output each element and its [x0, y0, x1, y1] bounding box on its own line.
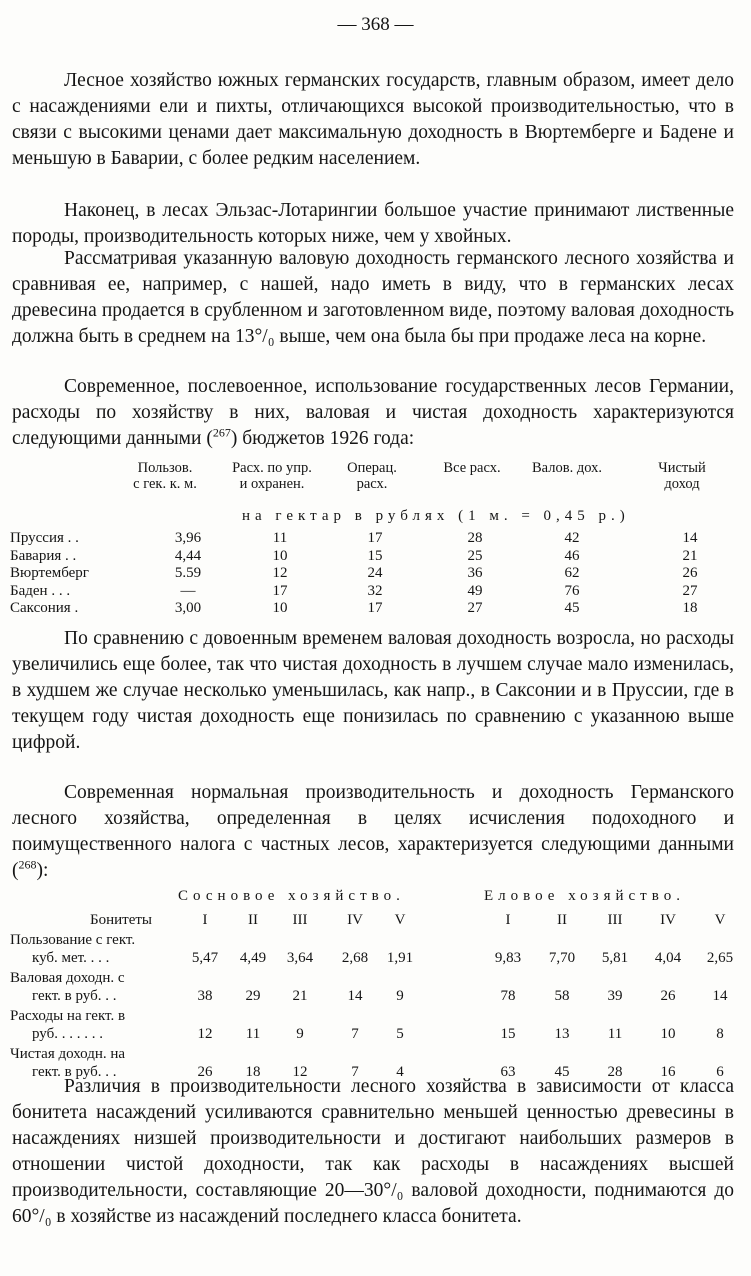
t1-cell: 3,00: [174, 600, 202, 616]
t1-cell: —: [180, 582, 196, 599]
t2-cell: 15: [500, 1026, 516, 1042]
t2-class-header: II: [248, 912, 258, 928]
budget-table: [10, 460, 740, 620]
t2-cell: 5,47: [191, 950, 219, 966]
footnote-ref-268: 268: [18, 857, 37, 872]
t2-cell: 29: [245, 988, 261, 1004]
t1-cell: 17: [367, 530, 383, 546]
t2-bonitet-label: Бонитеты: [90, 912, 153, 928]
bonitet-table: [10, 888, 745, 1080]
t2-class-header: III: [292, 912, 308, 928]
t2-cell: 1,91: [386, 950, 414, 966]
t2-cell: 14: [347, 988, 363, 1004]
t2-class-header: III: [607, 912, 623, 928]
t2-cell: 8: [716, 1026, 724, 1042]
t2-cell: 39: [607, 988, 623, 1004]
paragraph-4-tail: ) бюджетов 1926 года:: [230, 428, 415, 449]
t1-cell: 49: [467, 582, 483, 599]
t2-cell: 4,49: [239, 950, 267, 966]
t1-header-2: Расх. по упр. и охранен.: [232, 460, 312, 492]
t2-cell: 26: [660, 988, 676, 1004]
t1-header-1: Пользов. с гек. к. м.: [133, 460, 197, 492]
paragraph-3: Рассматривая указанную валовую доходность германского лесного хозяйства и сравнивая ее, например, с нашей, надо иметь в виду, что в германских лесах древесина продается в срубленном и заготовленном виде, поэтому валовая доходность должна быть в среднем на 13°/₀ выше, чем она была бы при продаже леса на корне.: [12, 248, 734, 347]
t2-row-label-cont: гект. в руб. . .: [32, 1064, 117, 1080]
t2-cell: 18: [245, 1064, 261, 1080]
t2-class-header: V: [714, 912, 726, 928]
t2-cell: 5,81: [601, 950, 629, 966]
t1-cell: 26: [682, 565, 698, 581]
t2-class-header: IV: [347, 912, 363, 928]
t1-header-3: Операц. расх.: [347, 460, 397, 492]
paragraph-6-text: Современная нормальная производительность и доходность Германского лесного хозяйства, определенная в целях исчисления подоходного и поимущественного налога с частных лесов, характеризуется следующими данными (: [12, 782, 734, 881]
t2-cell: 12: [292, 1064, 308, 1080]
t2-cell: 9: [296, 1026, 304, 1042]
t2-class-header: I: [505, 912, 511, 928]
t1-cell: 27: [682, 582, 698, 599]
t2-class-header: II: [557, 912, 567, 928]
t2-row-label: Пользование с гект.: [10, 932, 136, 948]
t1-cell: 36: [467, 565, 483, 581]
t2-row-label: Валовая доходн. с: [10, 970, 125, 986]
t1-cell: 18: [682, 600, 698, 616]
t2-cell: 11: [245, 1026, 261, 1042]
t2-cell: 4: [396, 1064, 404, 1080]
t2-cell: 13: [554, 1026, 570, 1042]
t1-header-4: Все расх.: [443, 460, 501, 476]
t2-cell: 21: [292, 988, 308, 1004]
t1-row-label: Баден . . .: [10, 582, 71, 599]
t1-row-label: Саксония .: [10, 600, 79, 616]
t2-cell: 45: [554, 1064, 570, 1080]
t1-cell: 46: [564, 547, 580, 564]
t1-cell: 5.59: [174, 565, 202, 581]
t1-cell: 62: [564, 565, 580, 581]
t1-cell: 4,44: [174, 547, 202, 564]
paragraph-7: Различия в производительности лесного хозяйства в зависимости от класса бонитета насаждений усиливаются сравнительно меньшей ценностью древесины в насаждениях низшей производительности и достигают наибольших размеров в отношении чистой доходности, так как расходы в насаждениях высшей производительности, составляющие 20—30°/₀ валовой доходности, поднимаются до 60°/₀ в хозяйстве из насаждений последнего класса бонитета.: [12, 1076, 734, 1227]
t2-cell: 6: [716, 1064, 724, 1080]
t1-header-6: Чистый доход: [658, 460, 706, 492]
paragraph-6: [12, 780, 734, 884]
t1-unit-note: на гектар в рублях (1 м. = 0,45 р.): [242, 508, 630, 524]
paragraph-5: По сравнению с довоенным временем валовая доходность возросла, но расходы увеличились еще более, так что чистая доходность в лучшем случае мало изменилась, в худшем же случае несколько уменьшилась, как напр., в Саксонии и в Пруссии, где в текущем году чистая доходность еще понизилась по сравнению с указанною выше цифрой.: [12, 628, 734, 753]
t2-class-header: IV: [660, 912, 676, 928]
t1-cell: 12: [272, 565, 288, 581]
t2-cell: 7: [351, 1064, 359, 1080]
t1-cell: 42: [564, 530, 580, 546]
t1-cell: 27: [467, 600, 483, 616]
t2-row-label-cont: куб. мет. . . .: [32, 950, 110, 966]
t2-cell: 7: [351, 1026, 359, 1042]
t1-cell: 76: [564, 582, 580, 599]
t2-cell: 12: [197, 1026, 213, 1042]
paragraph-2: Наконец, в лесах Эльзас-Лотарингии большое участие принимают лиственные породы, производительность которых ниже, чем у хвойных.: [12, 200, 734, 247]
t2-cell: 4,04: [654, 950, 682, 966]
t2-cell: 7,70: [548, 950, 576, 966]
paragraph-4-text: Современное, послевоенное, использование государственных лесов Германии, расходы по хозяйству в них, валовая и чистая доходность характеризуются следующими данными (: [12, 376, 734, 449]
t2-cell: 2,65: [706, 950, 734, 966]
t1-row-label: Пруссия . .: [10, 530, 79, 546]
t1-cell: 14: [682, 530, 698, 546]
t1-cell: 21: [682, 547, 698, 564]
footnote-ref-267: 267: [212, 425, 231, 440]
t2-cell: 11: [607, 1026, 623, 1042]
t2-cell: 26: [197, 1064, 213, 1080]
t2-cell: 10: [660, 1026, 676, 1042]
t2-cell: 9,83: [494, 950, 522, 966]
t1-cell: 45: [564, 600, 580, 616]
t1-cell: 10: [272, 547, 288, 564]
t1-cell: 10: [272, 600, 288, 616]
t2-cell: 38: [197, 988, 213, 1004]
paragraph-4: [12, 374, 734, 452]
t1-cell: 24: [367, 565, 383, 581]
paragraph-1: Лесное хозяйство южных германских государств, главным образом, имеет дело с насаждениями ели и пихты, отличающихся высокой производительностью, что в связи с высокими ценами дает максимальную доходность в Вюртемберге и Бадене и меньшую в Баварии, с более редким населением.: [12, 70, 734, 169]
t1-cell: 17: [367, 600, 383, 616]
t1-cell: 3,96: [174, 530, 202, 546]
t1-cell: 15: [367, 547, 383, 564]
t1-cell: 32: [367, 582, 383, 599]
t2-cell: 78: [500, 988, 516, 1004]
t1-cell: 25: [467, 547, 483, 564]
t2-cell: 5: [396, 1026, 404, 1042]
paragraph-6-tail: ):: [36, 860, 49, 881]
t2-class-header: V: [394, 912, 406, 928]
t2-row-label-cont: руб. . . . . . .: [32, 1026, 103, 1042]
t2-group-spruce: Еловое хозяйство.: [484, 888, 685, 904]
t1-cell: 11: [272, 530, 288, 546]
t1-header-5: Валов. дох.: [532, 460, 602, 476]
t2-cell: 28: [607, 1064, 623, 1080]
t2-cell: 16: [660, 1064, 676, 1080]
page-number: — 368 —: [337, 14, 414, 35]
t2-cell: 63: [500, 1064, 516, 1080]
t2-row-label: Чистая доходн. на: [10, 1046, 126, 1062]
t2-cell: 3,64: [286, 950, 314, 966]
t2-cell: 14: [712, 988, 728, 1004]
t2-cell: 9: [396, 988, 404, 1004]
t1-cell: 28: [467, 530, 483, 546]
t2-group-pine: Сосновое хозяйство.: [178, 888, 405, 904]
t2-cell: 2,68: [341, 950, 369, 966]
t1-row-label: Бавария . .: [10, 547, 77, 564]
t1-row-label: Вюртемберг: [10, 565, 89, 581]
t2-cell: 58: [554, 988, 570, 1004]
t2-class-header: I: [202, 912, 208, 928]
t2-row-label: Расходы на гект. в: [10, 1008, 126, 1024]
t1-cell: 17: [272, 582, 288, 599]
t2-row-label-cont: гект. в руб. . .: [32, 988, 117, 1004]
